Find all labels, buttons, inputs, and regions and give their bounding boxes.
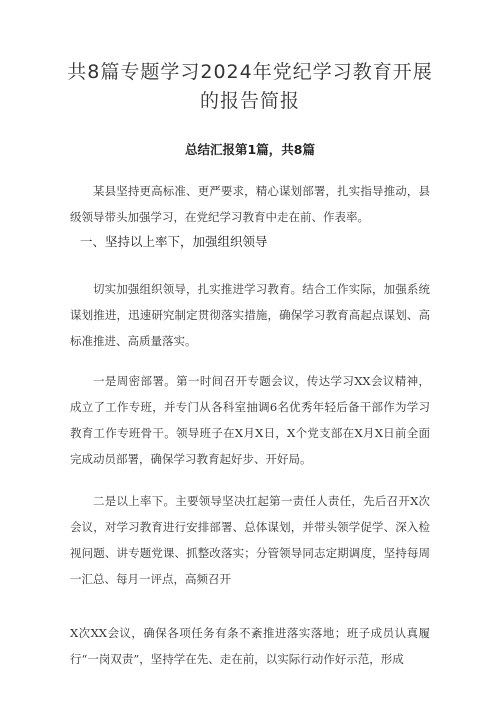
title-line-2: 的报告简报: [199, 90, 300, 112]
document-subtitle: 总结汇报第1篇，共8篇: [185, 142, 315, 157]
intro-paragraph: 某县坚持更高标准、更严要求，精心谋划部署，扎实指导推动，县级领导带头加强学习，在党纪学习教育中走在前、作表率。: [70, 184, 430, 224]
section-heading-1: 一、坚持以上率下，加强组织领导: [80, 234, 268, 249]
paragraph-continuation: X次XX会议，确保各项任务有条不紊推进落实落地；班子成员认真履行“一岗双责”，坚持学在先、走在前，以实际行动作好示范，形成: [70, 626, 430, 666]
paragraph-organization: 切实加强组织领导，扎实推进学习教育。结合工作实际，加强系统谋划推进，迅速研究制定贯彻落实措施，确保学习教育高起点谋划、高标准推进、高质量落实。: [70, 282, 430, 348]
document-title: [40, 58, 460, 116]
paragraph-deployment: 一是周密部署。第一时间召开专题会议，传达学习XX会议精神，成立了工作专班，并专门从各科室抽调6名优秀年轻后备干部作为学习教育工作专班骨干。领导班子在X月X日，X个党支部在X月X日前全面完成动员部署，确保学习教育起好步、开好局。: [70, 374, 430, 466]
title-line-1: 共8篇专题学习2024年党纪学习教育开展: [67, 61, 433, 83]
paragraph-leadership: 二是以上率下。主要领导坚决扛起第一责任人责任，先后召开X次会议，对学习教育进行安排部署、总体谋划，并带头领学促学、深入检视问题、讲专题党课、抓整改落实；分管领导同志定期调度，坚持每周一汇总、每月一评点，高频召开: [70, 494, 430, 586]
